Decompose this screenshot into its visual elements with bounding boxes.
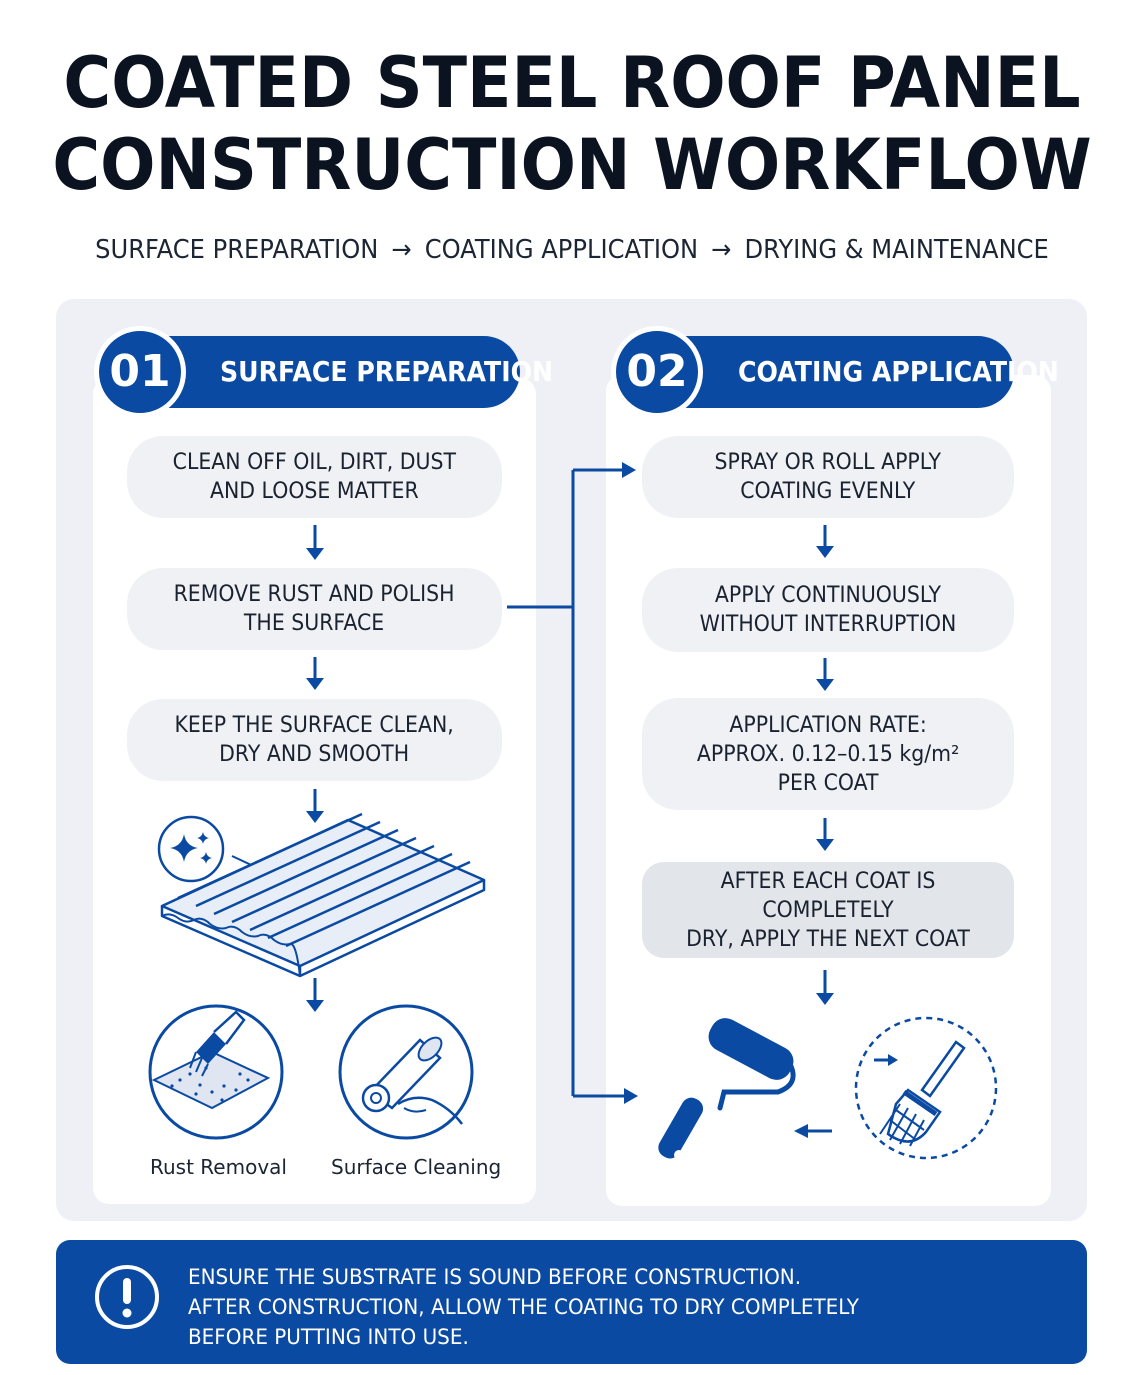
coating-step-1: SPRAY OR ROLL APPLY COATING EVENLY [642,436,1014,518]
prep-step-1: CLEAN OFF OIL, DIRT, DUST AND LOOSE MATTER [127,436,502,518]
subtitle-step-3: DRYING & MAINTENANCE [744,235,1049,265]
section-2-number-badge: 02 [611,326,703,418]
coating-step-4: AFTER EACH COAT IS COMPLETELY DRY, APPLY THE NEXT COAT [642,862,1014,958]
notice-banner [56,1240,1087,1364]
prep-step-3: KEEP THE SURFACE CLEAN, DRY AND SMOOTH [127,699,502,781]
notice-text [188,1262,894,1352]
notice-line-3: BEFORE PUTTING INTO USE. [188,1325,469,1349]
subtitle-step-2: COATING APPLICATION [424,235,699,265]
section-2-heading: COATING APPLICATION [738,355,1059,388]
rust-removal-icon [150,1006,282,1138]
coating-step-2: APPLY CONTINUOUSLY WITHOUT INTERRUPTION [642,568,1014,652]
notice-line-2: AFTER CONSTRUCTION, ALLOW THE COATING TO DRY COMPLETELY [188,1295,859,1319]
section-1-heading: SURFACE PREPARATION [220,355,554,388]
surface-cleaning-label: Surface Cleaning [331,1155,502,1179]
prep-step-2: REMOVE RUST AND POLISH THE SURFACE [127,568,502,650]
paint-roller-icon [655,1013,799,1162]
surface-cleaning-icon [340,1006,472,1138]
brush-arrows [794,1054,898,1138]
title-line-2: CONSTRUCTION WORKFLOW [52,124,1092,206]
paint-brush-icon [856,1018,996,1158]
arrow-right-icon: → [711,235,732,265]
title-line-1: COATED STEEL ROOF PANEL [63,42,1081,124]
exclamation-icon [92,1262,162,1332]
rust-removal-label: Rust Removal [150,1155,287,1179]
notice-line-1: ENSURE THE SUBSTRATE IS SOUND BEFORE CONSTRUCTION. [188,1265,802,1289]
section-1-number-badge: 01 [94,326,186,418]
coating-step-3: APPLICATION RATE: APPROX. 0.12–0.15 kg/m² PER COAT [642,698,1014,810]
coating-flow-arrows [816,525,834,1005]
section-connector-arrow [507,462,638,1104]
subtitle-step-1: SURFACE PREPARATION [95,235,379,265]
arrow-right-icon: → [391,235,412,265]
